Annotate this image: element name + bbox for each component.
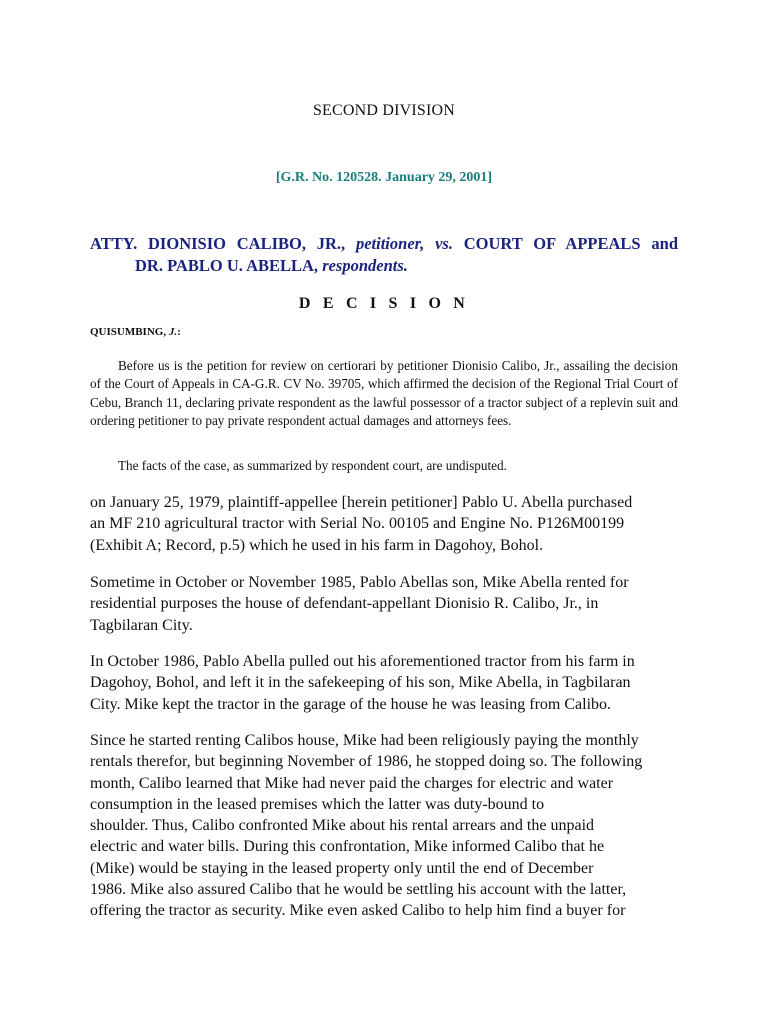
text-line: on January 25, 1979, plaintiff-appellee [herein petitioner] Pablo U. Abella purchased <box>90 494 633 511</box>
ponente-suffix: : <box>177 326 181 338</box>
text-line: (Mike) would be staying in the leased property only until the end of December <box>90 859 594 877</box>
facts-intro-paragraph: The facts of the case, as summarized by respondent court, are undisputed. <box>118 458 507 473</box>
text-line: In October 1986, Pablo Abella pulled out his aforementioned tractor from his farm in <box>90 653 635 670</box>
case-number: [G.R. No. 120528. January 29, 2001] <box>275 170 493 185</box>
decision-heading: D E C I S I O N <box>298 295 470 312</box>
ponente-title: J. <box>168 326 178 338</box>
text-line: offering the tractor as security. Mike even asked Calibo to help him find a buyer for <box>90 902 626 920</box>
quoted-paragraph <box>90 730 680 922</box>
parties-line-1 <box>90 233 678 255</box>
text-line: Tagbilaran City. <box>90 616 193 634</box>
text-line: City. Mike kept the tractor in the garage of the house he was leasing from Calibo. <box>90 695 612 713</box>
text-line: Dagohoy, Bohol, and left it in the safekeeping of his son, Mike Abella, in Tagbilaran <box>90 674 631 692</box>
text-line: Since he started renting Calibos house, Mike had been religiously paying the monthly <box>90 732 639 749</box>
ponente-line <box>90 326 181 338</box>
text-line: 1986. Mike also assured Calibo that he would be settling his account with the latter, <box>90 881 627 899</box>
respondent-role: respondents. <box>322 256 408 275</box>
court-name: COURT OF APPEALS and <box>463 234 679 253</box>
text-line: Sometime in October or November 1985, Pablo Abellas son, Mike Abella rented for <box>90 574 629 591</box>
ponente-name: QUISUMBING, <box>90 326 167 338</box>
text-line: electric and water bills. During this confrontation, Mike informed Calibo that he <box>90 838 605 856</box>
quoted-paragraph <box>90 651 680 715</box>
petitioner-name: ATTY. DIONISIO CALIBO, JR., <box>90 234 346 253</box>
respondent-name: DR. PABLO U. ABELLA, <box>135 256 319 275</box>
quoted-paragraph <box>90 492 680 556</box>
text-line: an MF 210 agricultural tractor with Serial No. 00105 and Engine No. P126M00199 <box>90 515 625 533</box>
text-line: shoulder. Thus, Calibo confronted Mike about his rental arrears and the unpaid <box>90 817 595 835</box>
intro-paragraph: Before us is the petition for review on certiorari by petitioner Dionisio Calibo, Jr., assailing the decision of the Court of Appeals in CA-G.R. CV No. 39705, which affirmed the decision of the Regional Trial Court of Cebu, Branch 11, declaring private respondent as the lawful possessor of a tractor subject of a replevin suit and ordering petitioner to pay private respondent actual damages and attorneys fees. <box>90 358 678 428</box>
petitioner-role: petitioner, <box>355 234 425 253</box>
text-line: rentals therefor, but beginning November of 1986, he stopped doing so. The following <box>90 753 643 771</box>
text-line: month, Calibo learned that Mike had never paid the charges for electric and water <box>90 774 614 792</box>
quoted-paragraph <box>90 572 680 636</box>
case-parties <box>90 233 678 277</box>
division-heading: SECOND DIVISION <box>312 102 456 119</box>
text-line: residential purposes the house of defendant-appellant Dionisio R. Calibo, Jr., in <box>90 595 599 613</box>
text-line: consumption in the leased premises which the latter was duty-bound to <box>90 795 545 813</box>
parties-line-2 <box>90 255 678 277</box>
text-line: (Exhibit A; Record, p.5) which he used in his farm in Dagohoy, Bohol. <box>90 536 544 554</box>
versus-label: vs. <box>435 234 453 253</box>
